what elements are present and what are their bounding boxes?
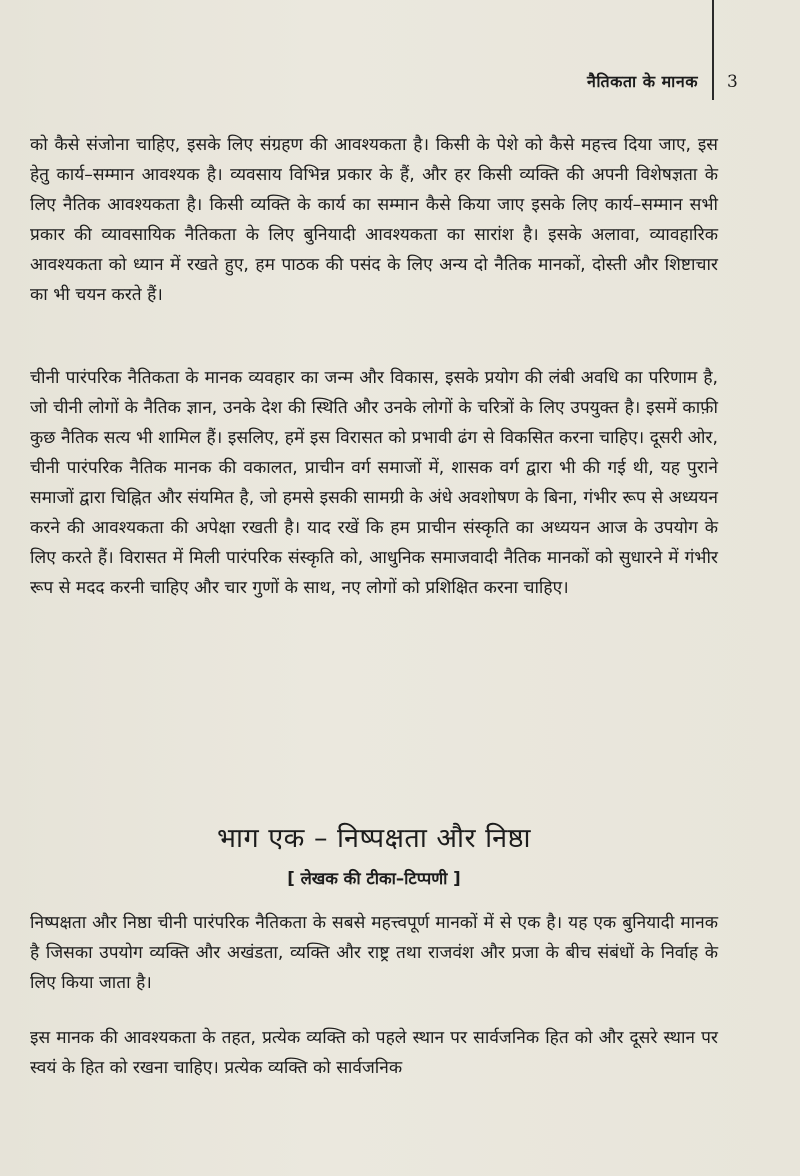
body-paragraph: को कैसे संजोना चाहिए, इसके लिए संग्रहण की आवश्यकता है। किसी के पेशे को कैसे महत्त्व दिया जाए, इस हेतु कार्य–सम्मान आवश्यक है। व्यवसाय विभिन्न प्रकार के हैं, और हर किसी व्यक्ति की अपनी विशेषज्ञता के लिए नैतिक आवश्यकता है। किसी व्यक्ति के कार्य का सम्मान कैसे किया जाए इसके लिए कार्य–सम्मान सभी प्रकार की व्यावसायिक नैतिकता के लिए बुनियादी आवश्यकता का सारांश है। इसके अलावा, व्यावहारिक आवश्यकता को ध्यान में रखते हुए, हम पाठक की पसंद के लिए अन्य दो नैतिक मानकों, दोस्ती और शिष्टाचार का भी चयन करते हैं। [30, 135, 718, 305]
body-paragraph: निष्पक्षता और निष्ठा चीनी पारंपरिक नैतिकता के सबसे महत्त्वपूर्ण मानकों में से एक है। यह एक बुनियादी मानक है जिसका उपयोग व्यक्ति और अखंडता, व्यक्ति और राष्ट्र तथा राजवंश और प्रजा के बीच संबंधों के निर्वाह के लिए किया जाता है। [30, 913, 718, 993]
header-divider [712, 0, 714, 100]
running-header-title: नैतिकता के मानक [586, 72, 698, 91]
body-paragraph: इस मानक की आवश्यकता के तहत, प्रत्येक व्यक्ति को पहले स्थान पर सार्वजनिक हित को और दूसरे स्थान पर स्वयं के हित को रखना चाहिए। प्रत्येक व्यक्ति को सार्वजनिक [30, 1028, 718, 1078]
body-paragraph: चीनी पारंपरिक नैतिकता के मानक व्यवहार का जन्म और विकास, इसके प्रयोग की लंबी अवधि का परिणाम है, जो चीनी लोगों के नैतिक ज्ञान, उनके देश की स्थिति और उनके लोगों के चरित्रों के लिए उपयुक्त है। इसमें काफ़ी कुछ नैतिक सत्य भी शामिल हैं। इसलिए, हमें इस विरासत को प्रभावी ढंग से विकसित करना चाहिए। दूसरी ओर, चीनी पारंपरिक नैतिक मानक की वकालत, प्राचीन वर्ग समाजों में, शासक वर्ग द्वारा भी की गई थी, यह पुराने समाजों द्वारा चिह्नित और संयमित है, जो हमसे इसकी सामग्री के अंधे अवशोषण के बिना, गंभीर रूप से अध्ययन करने की आवश्यकता की अपेक्षा रखती है। याद रखें कि हम प्राचीन संस्कृति का अध्ययन आज के उपयोग के लिए करते हैं। विरासत में मिली पारंपरिक संस्कृति को, आधुनिक समाजवादी नैतिक मानकों को सुधारने में गंभीर रूप से मदद करनी चाहिए और चार गुणों के साथ, नए लोगों को प्रशिक्षित करना चाहिए। [30, 368, 718, 598]
section-heading: भाग एक – निष्पक्षता और निष्ठा [216, 823, 532, 854]
author-note: [ लेखक की टीका–टिप्पणी ] [287, 869, 461, 888]
page-number: 3 [727, 72, 738, 92]
